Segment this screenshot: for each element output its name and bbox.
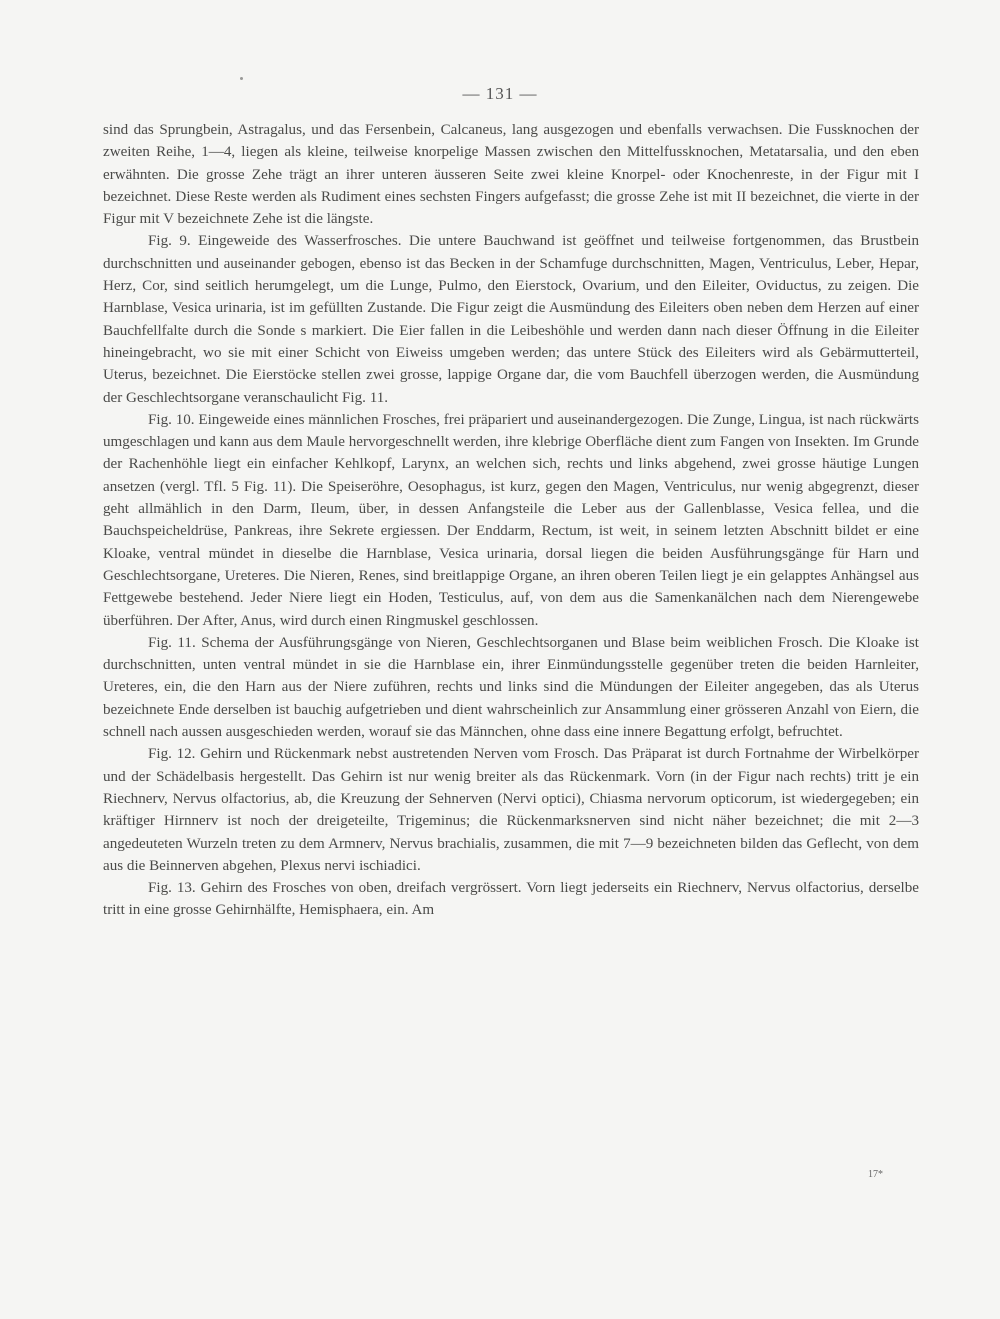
signature-mark: 17* <box>868 1169 883 1180</box>
paragraph-fig-11: Fig. 11. Schema der Ausführungsgänge von Nieren, Geschlechtsorganen und Blase beim weiblichen Frosch. Die Kloake ist durchschnitten, unten ventral mündet in sie die Harnblase ein, ihrer Einmündungsstelle gegenüber treten die beiden Harnleiter, Ureteres, ein, die den Harn aus der Niere zuführen, rechts und links sind die Mündungen der Eileiter angegeben, das als Uterus bezeichnete Ende derselben ist bauchig aufgetrieben und dient wahrscheinlich zur Ansammlung einer grösseren Anzahl von Eiern, die schnell nach aussen ausgeschieden werden, worauf sie das Männchen, ohne dass eine innere Begattung erfolgt, befruchtet. <box>103 634 919 741</box>
paragraph-fig-13: Fig. 13. Gehirn des Frosches von oben, dreifach vergrössert. Vorn liegt jederseits ein Riechnerv, Nervus olfactorius, derselbe tritt in eine grosse Gehirnhälfte, Hemisphaera, ein. Am <box>103 880 919 919</box>
paragraph-fig-9: Fig. 9. Eingeweide des Wasserfrosches. Die untere Bauchwand ist geöffnet und teilweise fortgenommen, das Brustbein durchschnitten und auseinander gebogen, ebenso ist das Becken in der Schamfuge durchschnitten, Magen, Ventriculus, Leber, Hepar, Herz, Cor, sind seitlich herumgelegt, um die Lunge, Pulmo, den Eierstock, Ovarium, und den Eileiter, Oviductus, zu zeigen. Die Harnblase, Vesica urinaria, ist im gefüllten Zustande. Die Figur zeigt die Ausmündung des Eileiters oben neben dem Herzen auf einer Bauchfellfalte durch die Sonde s markiert. Die Eier fallen in die Leibeshöhle und werden dann nach dieser Öffnung in die Eileiter hineingebracht, wo sie mit einer Schicht von Eiweiss umgeben werden; das untere Stück des Eileiters wird als Gebärmutterteil, Uterus, bezeichnet. Die Eierstöcke stellen zwei grosse, lappige Organe dar, die vom Bauchfell überzogen werden, die Ausmündung der Geschlechtsorgane veranschaulicht Fig. 11. <box>103 233 919 406</box>
paragraph-fig-12: Fig. 12. Gehirn und Rückenmark nebst austretenden Nerven vom Frosch. Das Präparat ist durch Fortnahme der Wirbelkörper und der Schädelbasis hergestellt. Das Gehirn ist nur wenig breiter als das Rückenmark. Vorn (in der Figur nach rechts) tritt je ein Riechnerv, Nervus olfactorius, ab, die Kreuzung der Sehnerven (Nervi optici), Chiasma nervorum opticorum, ist wiedergegeben; ein kräftiger Hirnnerv ist noch der dreigeteilte, Trigeminus; die Rückenmarksnerven sind nicht näher bezeichnet; die mit 2—3 angedeuteten Wurzeln treten zu dem Armnerv, Nervus brachialis, zusammen, die mit 7—9 bezeichneten bilden das Geflecht, von dem aus die Beinnerven abgehen, Plexus nervi ischiadici. <box>103 746 919 874</box>
page-number: — 131 — <box>462 84 538 103</box>
body-text <box>103 119 919 922</box>
paragraph-continuation: sind das Sprungbein, Astragalus, und das Fersenbein, Calcaneus, lang ausgezogen und ebenfalls verwachsen. Die Fussknochen der zweiten Reihe, 1—4, liegen als kleine, teilweise knorpelige Massen zwischen den Mittelfussknochen, Metatarsalia, und den eben erwähnten. Die grosse Zehe trägt an ihrer unteren äusseren Seite zwei kleine Knorpel- oder Knochenreste, in der Figur mit I bezeichnet. Diese Reste werden als Rudiment eines sechsten Fingers aufgefasst; die grosse Zehe ist mit II bezeichnet, die vierte in der Figur mit V bezeichnete Zehe ist die längste. <box>103 122 919 228</box>
paragraph-fig-10: Fig. 10. Eingeweide eines männlichen Frosches, frei präpariert und auseinandergezogen. Die Zunge, Lingua, ist nach rückwärts umgeschlagen und kann aus dem Maule hervorgeschnellt werden, ihre klebrige Oberfläche dient zum Fangen von Insekten. Im Grunde der Rachenhöhle liegt ein einfacher Kehlkopf, Larynx, an welchen sich, rechts und links abgehend, zwei grosse häutige Lungen ansetzen (vergl. Tfl. 5 Fig. 11). Die Speiseröhre, Oesophagus, ist kurz, gegen den Magen, Ventriculus, nur wenig abgegrenzt, dieser geht allmählich in den Darm, Ileum, über, in dessen Anfangsteile die Leber aus der Gallenblasse, Vesica fellea, und die Bauchspeicheldrüse, Pankreas, ihre Sekrete ergiessen. Der Enddarm, Rectum, ist weit, in seinem letzten Abschnitt bildet er eine Kloake, ventral mündet in dieselbe die Harnblase, Vesica urinaria, dorsal liegen die beiden Ausführungsgänge für Harn und Geschlechtsorgane, Ureteres. Die Nieren, Renes, sind breitlappige Organe, an ihren oberen Teilen liegt je ein gelapptes Anhängsel aus Fettgewebe bestehend. Jeder Niere liegt ein Hoden, Testiculus, auf, von dem aus die Samenkanälchen nach dem Nierengewebe überführen. Der After, Anus, wird durch einen Ringmuskel geschlossen. <box>103 411 919 629</box>
print-speck <box>240 77 243 80</box>
